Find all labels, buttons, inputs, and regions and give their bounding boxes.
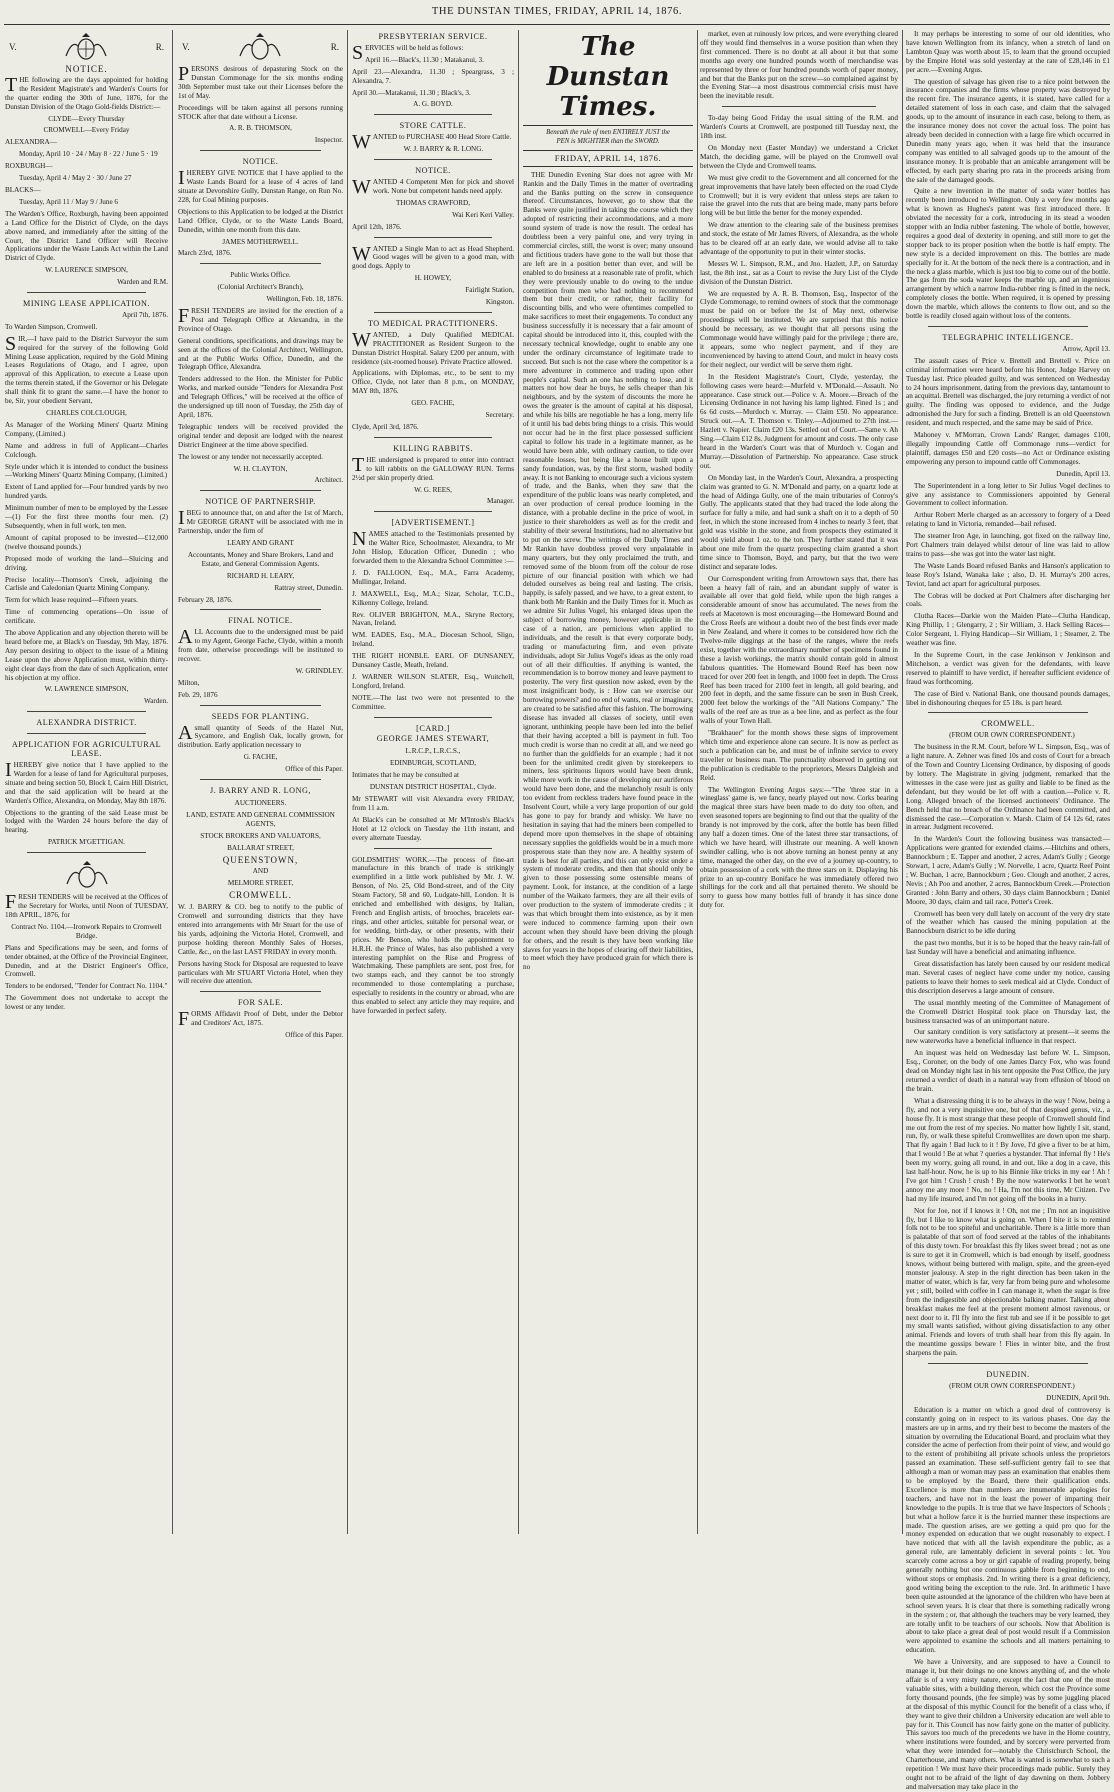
cromwell-day: CROMWELL—Every Friday [43, 126, 130, 135]
divider [27, 852, 146, 854]
stock-signature: A. R. B. THOMSON, [229, 124, 292, 133]
mining-detail: Style under which it is intended to conduct the business—Working Miners' Quartz Mining Company, (Limited.) [5, 462, 168, 480]
final-notice-signature: W. GRINDLEY. [295, 666, 343, 675]
divider [200, 150, 321, 152]
testimonial-name: Rev. OLIVER BRIGHTON, M.A., Skryne Rectory, Navan, Ireland. [352, 610, 514, 628]
mining-addressee: To Warden Simpson, Cromwell. [5, 322, 98, 331]
telegraphic-item: The Superintendent in a long letter to Sir Julius Vogel declines to give any assistance to Commissioners appointed by General Government to collect information. [906, 481, 1110, 508]
telegraphic-item: The Cobras will be docked at Port Chalmers after discharging her coals. [906, 591, 1110, 609]
telegraphic-item: Clutha Races—Darkie won the Maiden Plate—Clutha Handicap, King Phillip, 1 ; Glengarry, 2 ; Sir William, 3. Hack Selling Races—Color Sergeant, 1. Flying Handicap—Sir William, 1 ; Steamer, 2. The weather was fine. [906, 612, 1110, 648]
testimonial-name: THE RIGHT HONBLE. EARL OF DUNSANEY, Dunsaney Castle, Meath, Ireland. [352, 652, 514, 670]
public-works-branch: (Colonial Architect's Branch), [217, 283, 304, 292]
divider [374, 312, 492, 314]
stock-title: Inspector. [314, 136, 343, 145]
partnership-date: February 28, 1876. [178, 595, 233, 604]
column-rule [172, 30, 173, 1534]
divider [374, 717, 492, 719]
partnership-description: Accountants, Money and Share Brokers, Land and Estate, and General Commission Agents. [187, 550, 334, 568]
final-notice-date: Feb. 29, 1876 [178, 690, 218, 699]
news-item: In the Resident Magistrate's Court, Clyde, yesterday, the following cases were heard:—Murfeld v. M'Donald.—Assault. No appearance. Case struck out.—Police v. A. Moore.—Breach of the Licensing Ordinance in not having his lamp lighted. Fined 1s ; and 6s 6d costs.—Murdoch v. Murray. — Claim £50. No appearance. Struck out.—A. T. Thomson v. Tinley.—Adjourned to 27th inst.—Hazlett v. Napier. Claim £20 13s. Settled out of Court.—Same v. Ah Sing.—Claim £12 8s. Judgment for amount and costs. The only case heard in the Warden's Court was that of Murdoch v. Cogan and Murray.—Dissolution of Partnership. No appearance. Case struck out. [700, 372, 898, 470]
telegraphic-item: The case of Bird v. National Bank, one thousand pounds damages, libel in dishonouring cheques for £5 18s. is part heard. [906, 689, 1110, 707]
mining-detail: Minimum number of men to be employed by the Lessee—(1) For the first three months four men. (2) Subsequently, when in full work, ten men. [5, 504, 168, 530]
presbyterian-heading: PRESBYTERIAN SERVICE. [378, 32, 488, 41]
stock-proceedings: Proceedings will be taken against all persons running STOCK after that date without a License. [178, 103, 343, 121]
divider [200, 609, 321, 611]
blacks-dates: Tuesday, April 11 / May 9 / June 6 [19, 197, 119, 206]
for-sale-body: FORMS Affidavit Proof of Debt, under the Debtor and Creditors' Act, 1875. [178, 1008, 343, 1031]
doctor-qualifications: L.R.C.P., L.R.C.S., [405, 747, 461, 756]
mining-detail: The above Application and any objection thereto will be heard before me, at Black's on Tuesday, 9th May, 1876. Any person desiring to object to the issue of a Mining Lease upon the above Application must, within thirty-eight clear days from the date of such Application, enter his objection at my office. [5, 629, 168, 682]
mining-detail: Extent of Land applied for—Four hundred yards by two hundred yards. [5, 483, 168, 501]
royal-arms [9, 32, 164, 62]
presbyterian-body: SERVICES will be held as follows: [352, 41, 464, 64]
medical-heading: TO MEDICAL PRACTITIONERS. [367, 318, 499, 328]
alexandra-district-heading: ALEXANDRA DISTRICT. [36, 718, 137, 728]
warden-signature: W. LAWRENCE SIMPSON, [44, 685, 129, 694]
column-2 [178, 30, 343, 1534]
medical-signature: GEO. FACHE, [411, 399, 455, 408]
column-rule [347, 30, 348, 1534]
final-notice-heading: FINAL NOTICE. [228, 616, 293, 626]
cromwell-item: Not for Joe, not if I knows it ! Oh, not me ; I'm not an inquisitive fly, but I like to know what is going on. When I bite it is to remind folk not to be too spiteful and uncharitable. There is a little more than is palatable of that sort of food served at the tables of the inhabitants of this dusty town. For breakfast this fly likes sweet bread ; not as one is sure to get it in Cromwell, which is bad enough by itself, goodness knows, without being buttered with malign, spite, and the green-eyed monster jealousy. A step in the right direction has been taken in the matter of water, which is far, very far from being pure and wholesome yet ; still, boiled with coffee in I can manage it, when the sugar is free from the indigestible and objectionable balking matter. Talking about breakfast makes me feel at the present moment almost ravenous, or next door to it. I'll fly into the first tub and see if it be possible to get my small wants satisfied, without giving dissatisfaction to any other animal. Friends and lovers of truth shall hear from this fly again. In the meantime gossips beware ! Flies in winter bite, and the frost sharpens the pain. [906, 1206, 1110, 1358]
card-detail: At Black's can be consulted at Mr M'Intosh's Black's Hotel at 12 o'clock on Tuesday the 11th instant, and every alternate Tuesday. [352, 815, 514, 842]
tender-endorse: Tenders to be endorsed, "Tender for Contract No. 1104." [5, 982, 168, 991]
final-notice-place: Milton, [178, 678, 200, 687]
partnership-heading: NOTICE OF PARTNERSHIP. [205, 497, 316, 507]
card-detail: Intimates that he may be consulted at [352, 771, 459, 780]
medical-date: Clyde, April 3rd, 1876. [352, 423, 419, 431]
telegraphic-item: Mahoney v. M'Morran, Crown Lands' Ranger, damages £100, illegally impounding Cattle off Commonage runs—verdict for plaintiff, damages £50 and £20 costs—no Act or Ordinance existing empowering any person to impound cattle off Commonages. [906, 431, 1110, 466]
tender-body: FRESH TENDERS will be received at the Offices of the Secretary for Works, until Noon of TUESDAY, 18th APRIL, 1876, for [5, 891, 168, 919]
dunedin-heading: DUNEDIN. [986, 1370, 1030, 1380]
auctioneers-and: AND [252, 867, 269, 876]
shepherd-wanted-body: WANTED a Single Man to act as Head Shepherd. Good wages will be given to a good man, with good dogs. Apply to [352, 242, 514, 271]
divider [200, 991, 321, 993]
divider [722, 106, 876, 108]
workmen-wanted-place: Wai Keri Keri Valley. [452, 210, 514, 219]
news-item: We are requested by A. R. B. Thomson, Esq., Inspector of the Clyde Commonage, to remind owners of stock that the commonage must be paid on or before the 1st of May next, otherwise proceedings will be instituted. We are surprised that this notice should be necessary, as we thought that all persons using the Commonage would have willingly paid for the privilege ; there are, it appears, some who neglect payment, and if they are inconvenienced by having to attend Court, and mulct in heavy costs for their neglect, our verdict will be serve them right. [700, 289, 898, 369]
news-item: To-day being Good Friday the usual sitting of the R.M. and Warden's Courts at Cromwell, are postponed till Tuesday next, the 18th inst. [700, 114, 898, 141]
auctioneers-body: W. J. BARRY & CO. beg to notify to the public of Cromwell and surrounding districts that they have entered into arrangements with Mr Stuart for the use of his yards, adjoining the Victoria Hotel, Cromwell, and purpose holding thereon Monthly Sales of Horses, Cattle, &c., on the last LAST FRIDAY in every month. [178, 903, 343, 956]
for-sale-heading: FOR SALE. [238, 998, 283, 1008]
running-head: THE DUNSTAN TIMES, FRIDAY, APRIL 14, 1876. [431, 6, 683, 17]
news-item: The question of salvage has given rise to a nice point between the insurance companies and the firms whose property was destroyed by the recent fire. The insurance agents, it is stated, have called for a detailed statement of loss in each case, and claim that the salvaged goods, up to the amount of insurance in each case, belong to them, as the insurance money does not cover the actual loss. The point has already been decided in connection with a large fire which occurred in Dunedin many years ago, when it was held that the insurance company was entitled to all salvaged goods up to the amount of the insurance money. It is probable that an amicable arrangement will be effected, by each party sharing pro rata in the proceeds arising from the sale of the damaged goods. [906, 77, 1110, 184]
column-rule [902, 30, 903, 1534]
auctioneers-sub: LAND, ESTATE AND GENERAL COMMISSION AGENTS, [186, 810, 335, 828]
news-item: On Monday last, in the Warden's Court, Alexandra, a prospecting claim was granted to G. N. M'Donald and party, on a quartz lode at the head of Aldinga Gully, one of the main tributaries of Conroy's Gully. The applicants stated that they had traced the lode along the surface for fully a mile, and had sunk a shaft on it to a depth of 50 feet, in which the stone increased from 4 inches to nearly 3 feet, that gold was visible in the stone, and from prospects they estimated it would yield about 1 oz. to the ton. They further stated that it was about one mile from the quartz prospecting claim granted a short time since to Thomson, Boyd, and party, but that the two were distinct and separate lodes. [700, 473, 898, 571]
goldsmiths-article: GOLDSMITHS' WORK.—The process of fine-art manufacture in this branch of trade is strikingly exemplified in a little work published by Mr. J. W. Benson, of No. 25, Old Bond-street, and of the City Steam Factory, 58 and 60, Ludgate-hill, London. It is enriched and embellished with designs, by Italian, French and English artists, of brooches, bracelets ear-rings, and other articles, suitable for personal wear, or for wedding, birth-day, or other presents, with their prices. Mr Benson, who holds the appointment to H.R.H. the Prince of Wales, has also published a very interesting pamphlet on the Rise and Progress of Watchmaking. These pamphlets are sent, post free, for two stamps each, and they cannot be too strongly recommended to those contemplating a purchase, especially to residents in the country or abroad, who are thus enabled to select any article they may require, and have forwarded in perfect safety. [352, 855, 514, 1015]
news-item: Messrs W. L. Simpson, R.M., and Jno. Hazlett, J.P., on Saturday last, the 8th inst., sat as a Court to revise the Jury List of the Clyde division of the Dunstan District. [700, 259, 898, 286]
cromwell-item: In the Warden's Court the following business was transacted:—Applications were granted for extended claims.—Hitchins and others, Bannockburn ; E. Tapper and another, 2 acres, Adam's Gully ; George Stewart, 1 acre, Adam's Gully ; W. Norvelle, 1 acre, Quartz Reef Point ; W. Buchan, 1 acre, Bannockburn ; Geo. Clough and another, 2 acres, Nevis ; Ah Poo and another, 2 acres, Bannockburn Creek.—Protection Granted : John Barry and others, 30 days claim Bannockburn ; Daniel Moore, 30 days, claim and tail race, Potter's Creek. [906, 835, 1110, 906]
divider [27, 292, 146, 294]
head-rule [4, 24, 1110, 25]
dunedin-item: Education is a matter on which a good deal of controversy is constantly going on in respect to its various phases. One day the masters are up in arms, and try their best to become the masters of the situation by overruling the Educational Board, and proclaim what they consider the acme of perfection from their point of view, and would go to the extent of prohibiting all private schools unless the proprietors passed an examination. These self-sufficient gentry fail to see that although a man or woman may pass an examination that enables them to be employed by the Board, there their qualification ends. Excellence is more than numbers are innumerable apologies for teachers, and have not in the least the power of imparting their knowledge to the pupils. It is true that we have Inspectors of Schools ; but what a hollow farce it is the hurried manner these inspections are made. The question arises, are we getting a quid pro quo for the money expended on education that we ought reasonably to expect. I have noticed that with all the lavish expenditure the public, as a general rule, are lamentably deficient in several points : let. You scarcely come across a boy or girl capable of reading properly, being generally nothing but one continuous gabble from beginning to end, without stops or emphasis. 2nd. In writing there is a great deficiency, good writing being the exception to the rule. 3rd. In arithmetic I have been quite astounded at the ignorance of the children who have been at school seven years. It is clear that there is something radically wrong in the system ; or, that although the teachers may be very learned, they are totally unfit to be teachers of our schools. Now that Abolition is about to take place a great deal of post would result if a Commission were appointed to examine the schools and all matters pertaining to education. [906, 1405, 1110, 1655]
arms-left-letter: V. [9, 41, 17, 52]
agricultural-objections: Objections to the granting of the said Lease must be lodged with the Warden 24 hours before the day of hearing. [5, 808, 168, 835]
testimonial-name: J. D. FALLOON, Esq., M.A., Farra Academy, Mullingar, Ireland. [352, 568, 514, 586]
store-cattle-body: WANTED to PURCHASE 400 Head Store Cattle. [352, 131, 512, 154]
public-works-detail: Telegraphic tenders will be received provided the original tender and deposit are lodged with the nearest District Engineer at the time above specified. [178, 422, 343, 449]
divider [374, 511, 492, 513]
notice-heading: NOTICE. [242, 157, 279, 167]
mining-body: SIR,—I have paid to the District Surveyor the sum required for the survey of the following Gold Mining Lease application, required by the Gold Mining Leases Regulations of Otago, and I agree, upon approval of this Application, to execute a Lease upon the terms therein stated, if the Governor or his Delegate shall think fit to grant the same.—I have the honor to be, Sir, your obedient Servant, [5, 332, 168, 406]
cromwell-item: What a distressing thing it is to be always in the way ! Now, being a fly, and not a very inquisitive one, but of that despised genus, viz., a house fly. It is most strange that these people of Cromwell should find me out from the rest of my species. No matter how lightly I sit, stand, run, fly, or walk these spiteful Cromwellites are down upon me sharp. That fly again ! Bad luck to it ! By Jove, I'd give a fiver to be at him, that I would ! Be at what ? queries a bystander. That infernal fly ! He's been my worry, going all round, in and out, like a dog in a cave, this last half-hour. Now, he is up to his Binnie like tricks in my ear ! Ah ! I've got him ! Crush ! crush ! By the now waterworks I bet he won't annoy me any more ! No, no ! Ha, I'm not this time, Mr Citizen. I've had my life insured, and I'm not going off the books in a hurry. [906, 1096, 1110, 1203]
cromwell-item: the past two months, but it is to be hoped that the heavy rain-fall of last Sunday will have a beneficial and animating influence. [906, 939, 1110, 957]
service-date: April 23.—Alexandra, 11.30 ; Speargrass, 3 ; Alexandra, 7. [352, 67, 514, 85]
divider [200, 779, 321, 781]
public-works-body: FRESH TENDERS are invited for the erection of a Post and Telegraph Office at Alexandra, in the Province of Otago. [178, 305, 343, 333]
agricultural-body: IHEREBY give notice that I have applied to the Warden for a lease of land for Agricultural purposes, situate and being section 50, Block I, Cairn Hill District, and that the said application will be heard at the Warden's Office, Alexandra, on Monday, May 8th 1876. [5, 759, 168, 805]
public-works-detail: The lowest or any tender not necessarily accepted. [178, 452, 323, 461]
partnership-address: Rattray street, Dunedin. [274, 583, 343, 592]
service-date: April 30.—Matakanui, 11.30 ; Black's, 3. [352, 88, 471, 97]
news-item: Our Correspondent writing from Arrowtown says that, there has been a heavy fall of rain, and an abundant supply of water is available all over that gold field, while upon the high ranges a considerable amount of snow has accumulated. The news from the reefs at Macetown is most encouraging—the Homeward Bound and the Cross Reefs are without a doubt two of the best finds ever made in New Zealand, and where it comes to be considered how rich the Twelve-mile diggings at the base of the ranges, where the reefs exist, together with the extraordinary number of specimens found in these a lavish workings, the matrix should contain gold in almost fabulous quantities. The Homeward Bound Reef has been now traced for over 200 feet in length, and 1000 feet in depth. The Cross Reef has been traced for 2100 feet in length, all gold bearing, and 200 feet in depth, and the same fissure can be seen in Bush Creek, 2000 feet below the workings of the "All Nations Company." The walls of the reef are as true as a bee line, and as perfect as the four walls of your Town Hall. [700, 574, 898, 726]
news-item: We draw attention to the clearing sale of the business premises and stock, the estate of Mr James Rivers, of Alexandra, as the whole has to be cleared off at an early date, we would advise all to take advantage of the opportunity to put in their winter stocks. [700, 221, 898, 256]
leading-article: THE Dunedin Evening Star does not agree with Mr Rankin and the Daily Times in the matter of overtrading and the Banks putting on the screw in consequence thereof. Circumstances, however, go to show that the Banks were quite justified in taking the course which they adopted of restricting their accommodations, and a more sound system of trade is now the result. The ordeal has doubtless been a very painful one, and very trying in commercial circles, still, the worst is over; many unsound and fictitious traders have gone to the wall but those that are left are in a position better than ever, and will be enabled to do business at a reasonable rate of profit, which they were previously unable to do owing to the undue competition from men who had nothing to recommend them but their credit, or rather, their facility for discounting bills, and who were oftentimes compelled to make sacrifices to meet their engagements. To conduct any business successfully it is necessary that a fair amount of capital should be introduced into it, this, coupled with the necessary technical knowledge, ought to enable any one under the ordinary circumstance of legitimate trade to succeed. But such is not the case where the competitor is a mere adventurer in commerce and trading upon other people's capital. Such an one has nothing to lose, and it matters not how dear he buys, he sells cheaper than his neighbours, and by the system of discounts the more he owes the greater is the amount of capital at his disposal, and while his bills are negotiable he has a long, merry life of it until his bad debts bring things to a crisis. This would not occur had he in the first place possessed sufficient capital to follow his trade in a legitimate manner, as he would have been able, with ordinary caution, to tide over reasonable losses, but being like a house built upon a sandy foundation, was, by the first storm, washed bodily away. It is not Banking to encourage such a vicious system of trade, and the Banks, when they saw that the expenditure of the public loans was nearly completed, and an over production of cereal produce looming in the distance, with a probable decline in the price of wool, in justice to their shareholders as well as for the credit and stability of their several Institutions, had no alternative but to put on the screw. The writings of the Daily Times and Mr Rankin have doubtless proved very unpalatable in many quarters, but they only proclaimed the truth, and removed some of the bloom from off the colour de rose picture of our financial position with which we had deluded ourselves as being real and lasting. The crisis, happily, is safely passed, and we have, to a great extent, to thank both Mr Rankin and the Daily Times for it. Much as we admire Sir Julius Vogel, his enlarged ideas upon the subject of borrowing money, however applicable in the case of a nation, are pernicious when applied to individuals, and the result is that every corporate body, trading or manufacturing firm, and even private individuals, adopt Sir Julius Vogel's ideas as the only road out of all their difficulties. If anything is wanted, the recommendation is to borrow money and leave payment to posterity. The very first question now asked, even by the most insignificant body, is : How can we exercise our borrowing powers? and no end of wants, real or imaginary, are created to be satisfied after this fashion. The borrowing disease has invaded all classes of society, until even ignorant, unthinking people have been led into the belief that their having accepted a bill is payment in full. Too much credit is worse than no credit at all, and we need go no further than the goldfields for an example ; had it not been for the unlimited credit given by storekeepers to miners, less spirituous liquors would have been drunk, while more work in the cause of developing our auriferous would have been done, and the melancholy result is only too evident from reckless traders have found peace in the Insolvent Court, while a very large proportion of our gold has gone to pay for brandy and whisky. We have no hesitation in saying that had the miners been compelled to depend more upon themselves in the shape of obtaining necessary supplies the goldfields would be in a much more prosperous state than they now are. A healthy system of trade is best for all parties, and this can only exist under a system of moderate credits, and then that should only be given to those possessing some ostensible means of payment. Look, for instance, at the condition of a large number of the Waikato farmers, they are all their evils of over production to the system of immoderate credits ; it was that which brought them into existence, as by it men were induced to commence farming upon their own account when they should have been driving the plough for others, and the result is they have been working like slaves for years in the hopes of clearing off their liabilities, to meet which they have produced grain for which there is no [523, 170, 693, 972]
column-1 [5, 30, 168, 1534]
tender-contract: Contract No. 1104.—Ironwork Repairs to Cromwell Bridge. [11, 922, 162, 940]
agricultural-lease-heading: APPLICATION FOR AGRICULTURAL LEASE. [11, 740, 162, 759]
arms-right-letter: R. [330, 41, 339, 52]
royal-crest-icon [63, 860, 111, 890]
workmen-wanted-body: WANTED 4 Competent Men for pick and shovel work. None but competent hands need apply. [352, 175, 514, 198]
mining-signature-role: As Manager of the Working Miners' Quartz Mining Company, (Limited.) [5, 420, 168, 438]
news-item: It may perhaps be interesting to some of our old identities, who have known Wellington from its infancy, when a stretch of land on Lambton Quay was worth about 15, to learn that the ground occupied by the Empire Hotel was sold yesterday at the rate of £28,146 in £1 per acre.—Evening Argus. [906, 30, 1110, 74]
title-rule [523, 125, 693, 126]
public-works-signature: W. H. CLAYTON, [233, 464, 288, 473]
cromwell-heading: CROMWELL. [981, 719, 1035, 729]
clyde-day: CLYDE—Every Thursday [48, 114, 125, 123]
coal-lease-objections: Objections to this Application to be lodged at the District Land Office, Clyde, or to the Waste Lands Board, Dunedin, within one month from this date. [178, 207, 343, 234]
testimonial-name: J. WARNER WILSON SLATER, Esq., Wuitchell, Longford, Ireland. [352, 672, 514, 690]
news-item: The Wellington Evening Argus says:—"The 'three star in a wineglass' game is, we fancy, nearly played out now. Corks bearing the magical three stars have been made to do duty too often, and even seasoned topers are beginning to find out that the quality of the brandy is not improved by the cork, after the bottle has been filled any half a dozen times. One of the latest three star transactions, of which we have heard, will illustrate our meaning. A well known swindler calling, who is not above turning an honest penny at any time, managed the other day, on the eve of a journey up-country, to obtain possession of a cork with the three stars on it. Displaying his prize to an up-country Boniface he was immediately offered two shillings for the cork and all that pertained thereto. We should be sorry to guess how many bottles full of brandy it has since done duty for. [700, 785, 898, 910]
cromwell-item: The business in the R.M. Court, before W L. Simpson, Esq., was of a light nature. A. Zehner was fined 10s and costs of Court for a breach of the Town and Country Licensing Ordinance, by disposing of goods by lottery. The Magistrate in giving judgment, remarked that the witnesses in the case were just as guilty and liable to be fined as the defendant, but they would be let off with a caution.—Police v. R. Long. Alleged breach of the licensed auctioneers' Ordinance. The Bench held that no breach of the Ordinance had been committed, and dismissed the case.—Corporation v. Marsh. Claim of £4 12s 6d, rates in arrear. Judgment recovered. [906, 743, 1110, 832]
divider [928, 712, 1088, 714]
partnership-firm: LEARY AND GRANT [227, 538, 294, 547]
testimonial-note: NOTE.—The last two were not presented to the Committee. [352, 693, 514, 711]
rabbits-heading: KILLING RABBITS. [393, 443, 473, 453]
workmen-wanted-date: April 12th, 1876. [352, 222, 402, 231]
dunedin-dateline: DUNEDIN, April 9th. [1046, 1393, 1110, 1402]
alexandra-heading: ALEXANDRA— [5, 138, 57, 147]
divider [374, 437, 492, 439]
correspondent-line: (FROM OUR OWN CORRESPONDENT.) [949, 731, 1075, 740]
dunedin-item: We have a University, and are supposed to have a Council to manage it, but their doings no one knows anything of, and the whole affair is of a very misty nature, except the fact that one of the most valuable sites, with a building thereon, which cost the Province some forty thousand pounds, (the fee simple) was by some juggling placed at the disposal of this mythic Council for the benefit of a class who, if they want to give their children a University education are well able to pay for it. This Council has now fairly gone on the matter of publicity. This savors too much of the precedents we have in the Home country, where institutions were founded, and by sorcery were perverted from what they were intended for—notably the Christchurch School, the Charterhouse, and many others. What is wanted is somewhat to such a repetition ! We must have their proceedings made public. Surely they ought not to be afraid of the light of day dawning on them. Jobbery and malversation may take place in the [906, 1658, 1110, 1791]
motto-line: PEN is MIGHTIER than the SWORD. [556, 137, 660, 145]
doctor-city: EDINBURGH, SCOTLAND, [389, 759, 477, 768]
doctor-name: GEORGE JAMES STEWART, [376, 734, 490, 744]
tender-plans: Plans and Specifications may be seen, and forms of tender obtained, at the Office of the Provincial Engineer, Dunedin, and at the District Engineer's Office, Cromwell. [5, 943, 168, 979]
issue-date: FRIDAY, APRIL 14, 1876. [554, 152, 662, 163]
public-works-head: Public Works Office. [230, 271, 291, 280]
telegraphic-dateline: Dunedin, April 13. [1056, 469, 1110, 478]
notice-heading: NOTICE. [65, 64, 108, 74]
auctioneers-sub: STOCK BROKERS AND VALUATORS, [200, 831, 321, 840]
tender-disclaimer: The Government does not undertake to accept the lowest or any tender. [5, 994, 168, 1012]
news-item: On Monday next (Easter Monday) we understand a Cricket Match, the deciding game, will be played on the Cromwell oval between the Clyde and Cromwell teams. [700, 143, 898, 170]
presbyterian-signature: A. G. BOYD. [413, 100, 453, 109]
mining-detail: Name and address in full of Applicant—Charles Colclough. [5, 441, 168, 459]
store-cattle-signature: W. J. BARRY & R. LONG. [403, 145, 484, 154]
cromwell-item: Great dissatisfaction has lately been caused by our resident medical man. Several cases of neglect have come under my notice, causing patients to leave their homes to seek medical aid at Clyde. Conduct of this description deserves a large amount of censure. [906, 960, 1110, 995]
divider [200, 263, 321, 265]
rabbits-body: THE undersigned is prepared to enter into contract to kill rabbits on the GALLOWAY RUN. Terms 2½d per skin properly dried. [352, 453, 514, 482]
roxburgh-dates: Tuesday, April 4 / May 2 · 30 / June 27 [19, 174, 132, 183]
seeds-body: Asmall quantity of Seeds of the Hazel Nut, Sycamore, and English Oak, locally grown, for distribution. Early application necessary to [178, 721, 343, 750]
medical-title: Secretary. [485, 411, 514, 420]
divider [928, 1363, 1088, 1365]
news-item: We must give credit to the Government and all concerned for the great improvements that have lately been effected on the road Clyde to Cromwell; but it is very evident that unless steps are taken to raise the gravel into the ruts that are being made, many parts before long will be but little the better for the money expended. [700, 173, 898, 218]
public-works-title: Architect. [314, 476, 343, 485]
auctioneers-town: CROMWELL. [229, 890, 292, 901]
workmen-wanted-signature: THOMAS CRAWFORD, [395, 198, 471, 207]
divider [27, 733, 146, 735]
mining-signature: CHARLES COLCLOUGH, [46, 409, 127, 417]
public-works-detail: Tenders addressed to the Hon. the Minister for Public Works, and marked outside "Tenders for Alexandra Post and Telegraph Offices," will be received at the office of the undersigned up till noon of Tuesday, the 25th day of April, 1876. [178, 375, 343, 419]
title-rule [523, 150, 693, 151]
mining-detail: Term for which lease required—Fifteen years. [5, 596, 138, 605]
leading-article-continued: market, even at ruinously low prices, and were everything cleared off they would find themselves in a worse position than when they first commenced. There is no doubt at all about it but that some months ago every one hundred pounds worth of merchandise was represented by three or four hundred pounds worth of paper money, and but that the Banks put on the screw—so complained against by the Evening Star—a most disastrous commercial crisis must have been the inevitable result. [700, 30, 898, 101]
public-works-detail: General conditions, specifications, and drawings may be seen at the offices of the Colonial Architect, Wellington, and at the Public Works Office, Dunedin, and the Telegraph Office, Alexandra. [178, 336, 343, 372]
testimonial-name: J. MAXWELL, Esq., M.A.; Sizar, Scholar, T.C.D., Kilkenny College, Ireland. [352, 589, 514, 607]
card-detail: DUNSTAN DISTRICT HOSPITAL, Clyde. [369, 783, 497, 792]
shepherd-place: Kingston. [485, 298, 514, 307]
card-heading: [CARD.] [416, 723, 450, 733]
motto-line: Beneath the rule of men ENTIRELY JUST the [546, 129, 670, 136]
store-cattle-heading: STORE CATTLE. [399, 121, 467, 131]
column-rule [697, 30, 698, 1534]
cromwell-item: Cromwell has been very dull lately on account of the very dry state of the weather which has caused the mining population at the Bannockburn district to be idle during [906, 909, 1110, 936]
divider [200, 705, 321, 707]
warden-title: Warden. [144, 697, 168, 706]
seeds-title: Office of this Paper. [285, 765, 343, 774]
for-sale-signature: Office of this Paper. [285, 1031, 343, 1040]
mining-date: April 7th, 1876. [122, 310, 168, 319]
news-item: "Brakhauer" for the month shows these signs of improvement which time and experience alone can secure. It is now as perfect as such a publication can be, and must be of infinite service to every traveller or business man. The punctuality observed in getting out the publication is creditable to the proprietors, Messrs Dalgleish and Reid. [700, 729, 898, 782]
auctioneers-stock: Persons having Stock for Disposal are requested to leave particulars with Mr STUART Victoria Hotel, when they will receive due attention. [178, 959, 343, 986]
correspondent-line: (FROM OUR OWN CORRESPONDENT.) [949, 1381, 1075, 1390]
alexandra-dates: Monday, April 10 · 24 / May 8 · 22 / June 5 · 19 [19, 150, 158, 159]
notice-heading: NOTICE. [415, 166, 451, 176]
divider [374, 159, 492, 161]
column-5 [700, 30, 898, 1534]
cromwell-item: The usual monthly meeting of the Committee of Management of the Cromwell District Hospital took place on Thursday last, the business transacted was of an unimportant nature. [906, 998, 1110, 1025]
court-days-text: THE following are the days appointed for holding the Resident Magistrate's and Warden's Courts for the quarter ending the 30th of June, 1876, for the Dunstan Division of the Otago Gold-fields District:— [5, 73, 168, 111]
card-detail: Mr STEWART will visit Alexandra every FRIDAY, from 11 a.m. [352, 795, 514, 812]
public-works-date: Wellington, Feb. 18, 1876. [266, 295, 343, 304]
mining-detail: Precise locality—Thomson's Creek, adjoining the Carlisle and Caledonian Quartz Mining Company. [5, 575, 168, 593]
news-item: Quite a new invention in the matter of soda water bottles has recently been introduced to Wellington. Only a very few months ago what is known as Hughes's patent was first introduced there. It obviated the necessity for a cork, introducing in its stead a wooden stopper with an India rubber fastening. The whole of bottle, however, requires a good deal of dexterity in opening, and still more to get the stopper back to its proper position when the bottle is half empty. The new style is a decided improvement on this. The bottles are made specially for it. At the bottom of the neck there is a contraction, and in the neck a glass marble, which is just too big to come out of the bottle. The gas from the soda water keeps the marble up, and an ingenious arrangement by which a narrow India-rubber ring is fitted in the neck, completely closes the bottle. When required, it is opened by pressing down the marble, which allows the contents to flow out, and so the bottle is readily closed again without loss of the contents. [906, 187, 1110, 321]
divider [928, 326, 1088, 328]
blacks-heading: BLACKS— [5, 185, 41, 194]
signature-title: Warden and R.M. [117, 278, 168, 287]
arms-right-letter: R. [155, 41, 164, 52]
divider [374, 114, 492, 116]
divider [200, 490, 321, 492]
coal-lease-signature: JAMES MOTHERWELL. [222, 237, 299, 246]
divider [374, 848, 492, 850]
telegraphic-dateline: Arrow, April 13. [1062, 344, 1110, 353]
mining-lease-heading: MINING LEASE APPLICATION. [23, 299, 150, 309]
rabbits-title: Manager. [487, 497, 514, 506]
auctioneers-heading: J. BARRY AND R. LONG, [210, 786, 311, 796]
agricultural-signature: PATRICK M'GETTIGAN. [48, 838, 125, 847]
divider [27, 711, 146, 713]
mining-detail: Time of commencing operations—On issue of certificate. [5, 608, 168, 626]
final-notice-body: ALL Accounts due to the undersigned must be paid to my Agent, George Fache, Clyde, within a month from date, otherwise proceedings will be instituted to recover. [178, 626, 343, 664]
telegraphic-item: The assault cases of Price v. Brettell and Brettell v. Price on criminal information were heard before his Honor, Judge Harvey on Tuesday last. Price pleaded guilty, and was sentenced on Wednesday to 24 hours imprisonment, dating from the previous day, tantamount to an acquittal. Brettell was discharged, the jury returning a verdict of not guilty. The finding was opposed to evidence, and the Judge admonished the Jury for such a finding. Brettell is an old Queenstown resident, and much respected, and the same may be said of Price. [906, 356, 1110, 428]
coal-lease-body: IHEREBY GIVE NOTICE that I have applied to the Waste Lands Board for a lease of 4 acres of land situate at Devonshire Gully, Dunstan Range, on Run No. 228, for Coal Mining purposes. [178, 167, 343, 204]
newspaper-title: The Dunstan Times. [546, 32, 670, 122]
auctioneers-town: QUEENSTOWN, [222, 854, 299, 865]
telegraphic-item: The steamer Iron Age, in launching, got fixed on the railway line, Port Chalmers train delayed whilst detour of line was laid to allow trains to pass—she was got into the water last night. [906, 532, 1110, 558]
stock-body: PERSONS desirous of depasturing Stock on the Dunstan Commonage for the six months ending 30th September must take out their Licenses before the 1st of May. [178, 63, 343, 100]
medical-applications: Applications, with Diplomas, etc., to be sent to my Office, Clyde, not later than 8 p.m., on MONDAY, MAY 8th, 1876. [352, 369, 514, 396]
arms-left-letter: V. [182, 41, 190, 52]
advertisement-heading: [ADVERTISEMENT.] [391, 518, 475, 528]
column-rule [518, 30, 519, 1534]
newspaper-title-block [523, 32, 693, 167]
roxburgh-heading: ROXBURGH— [5, 162, 53, 171]
land-office-text: The Warden's Office, Roxburgh, having been appointed a Land Office for the District of Clyde, on the days above named, and immediately after the sitting of the Court, the District Land Officer will Receive Applications under the Waste Lands Act within the Land District of Clyde. [5, 209, 168, 263]
auctioneers-sub: AUCTIONEERS. [234, 799, 287, 807]
column-6 [906, 30, 1110, 1791]
shepherd-signature: H. HOWEY, [414, 274, 452, 283]
telegraphic-item: In the Supreme Court, in the case Jenkinson v Jenkinson and Mitchelson, a verdict was given for the defendants, with leave reserved to plaintiff to have verdict, if hereafter sufficient evidence of fraud was forthcoming. [906, 651, 1110, 686]
medical-body: WANTED, a Duly Qualified MEDICAL PRACTITIONER as Resident Surgeon to the Dunstan District Hospital. Salary £200 per annum, with residence (six-roomed house). Private Practice allowed. [352, 328, 514, 366]
cromwell-item: An inquest was held on Wednesday last before W. L. Simpson, Esq., Coroner, on the body of one James Darcy Fox, who was found dead on Monday night last in his tent opposite the Post Office, the jury returned a verdict of death in a natural way from effusion of blood on the brain. [906, 1049, 1110, 1093]
divider [374, 237, 492, 239]
telegraphic-heading: TELEGRAPHIC INTELLIGENCE. [942, 333, 1074, 342]
signature: W. LAURENCE SIMPSON, [45, 266, 128, 275]
column-4 [523, 30, 693, 1534]
shepherd-place: Fairlight Station, [465, 286, 514, 295]
royal-arms [9, 860, 164, 890]
title-rule [523, 166, 693, 167]
cromwell-item: Our sanitary condition is very satisfactory at present—it seems the new waterworks have a beneficial influence in that respect. [906, 1028, 1110, 1046]
service-date: April 16.—Black's, 11.30 ; Matakanui, 3. [365, 55, 484, 64]
testimonial-name: WM. EADES, Esq., M.A., Diocesan School, Sligo, Ireland. [352, 631, 514, 649]
telegraphic-item: The Waste Lands Board refused Banks and Hanson's application to lease Roy's Island, Wanaka lake ; also, D. H. Murray's 200 acres, Teviot, land act apart for agricultural purposes. [906, 561, 1110, 588]
coal-lease-date: March 23rd, 1876. [178, 249, 232, 258]
partnership-body: IBEG to announce that, on and after the 1st of March, Mr GEORGE GRANT will be associated with me in Partnership, under the firm of [178, 507, 343, 536]
royal-arms [182, 32, 339, 62]
column-3 [352, 30, 514, 1534]
mining-detail: Amount of capital proposed to be invested—£12,000 (twelve thousand pounds.) [5, 533, 168, 551]
telegraphic-item: Arthur Robert Merle charged as an accessory to forgery of a Deed relating to land in Victoria, remanded—bail refused. [906, 511, 1110, 529]
auctioneers-street: MELMORE STREET, [227, 879, 294, 888]
rabbits-signature: W. G. REES, [414, 485, 452, 494]
mining-detail: Proposed mode of working the land—Sluicing and driving. [5, 554, 168, 572]
seeds-signature: G. FACHE, [243, 753, 278, 762]
royal-crest-icon [62, 32, 110, 62]
royal-crest-icon [236, 32, 284, 62]
partnership-signature: RICHARD H. LEARY, [226, 571, 295, 580]
testimonials-body: NAMES attached to the Testimonials presented by the Walter Rice, Schoolmaster, Alexandra, to Mr John Hislop, Education Officer, Dunedin ; who forwarded them to the Alexandra School Committee :— [352, 528, 514, 565]
seeds-heading: SEEDS FOR PLANTING. [211, 711, 310, 721]
auctioneers-street: BALLARAT STREET, [227, 843, 294, 852]
